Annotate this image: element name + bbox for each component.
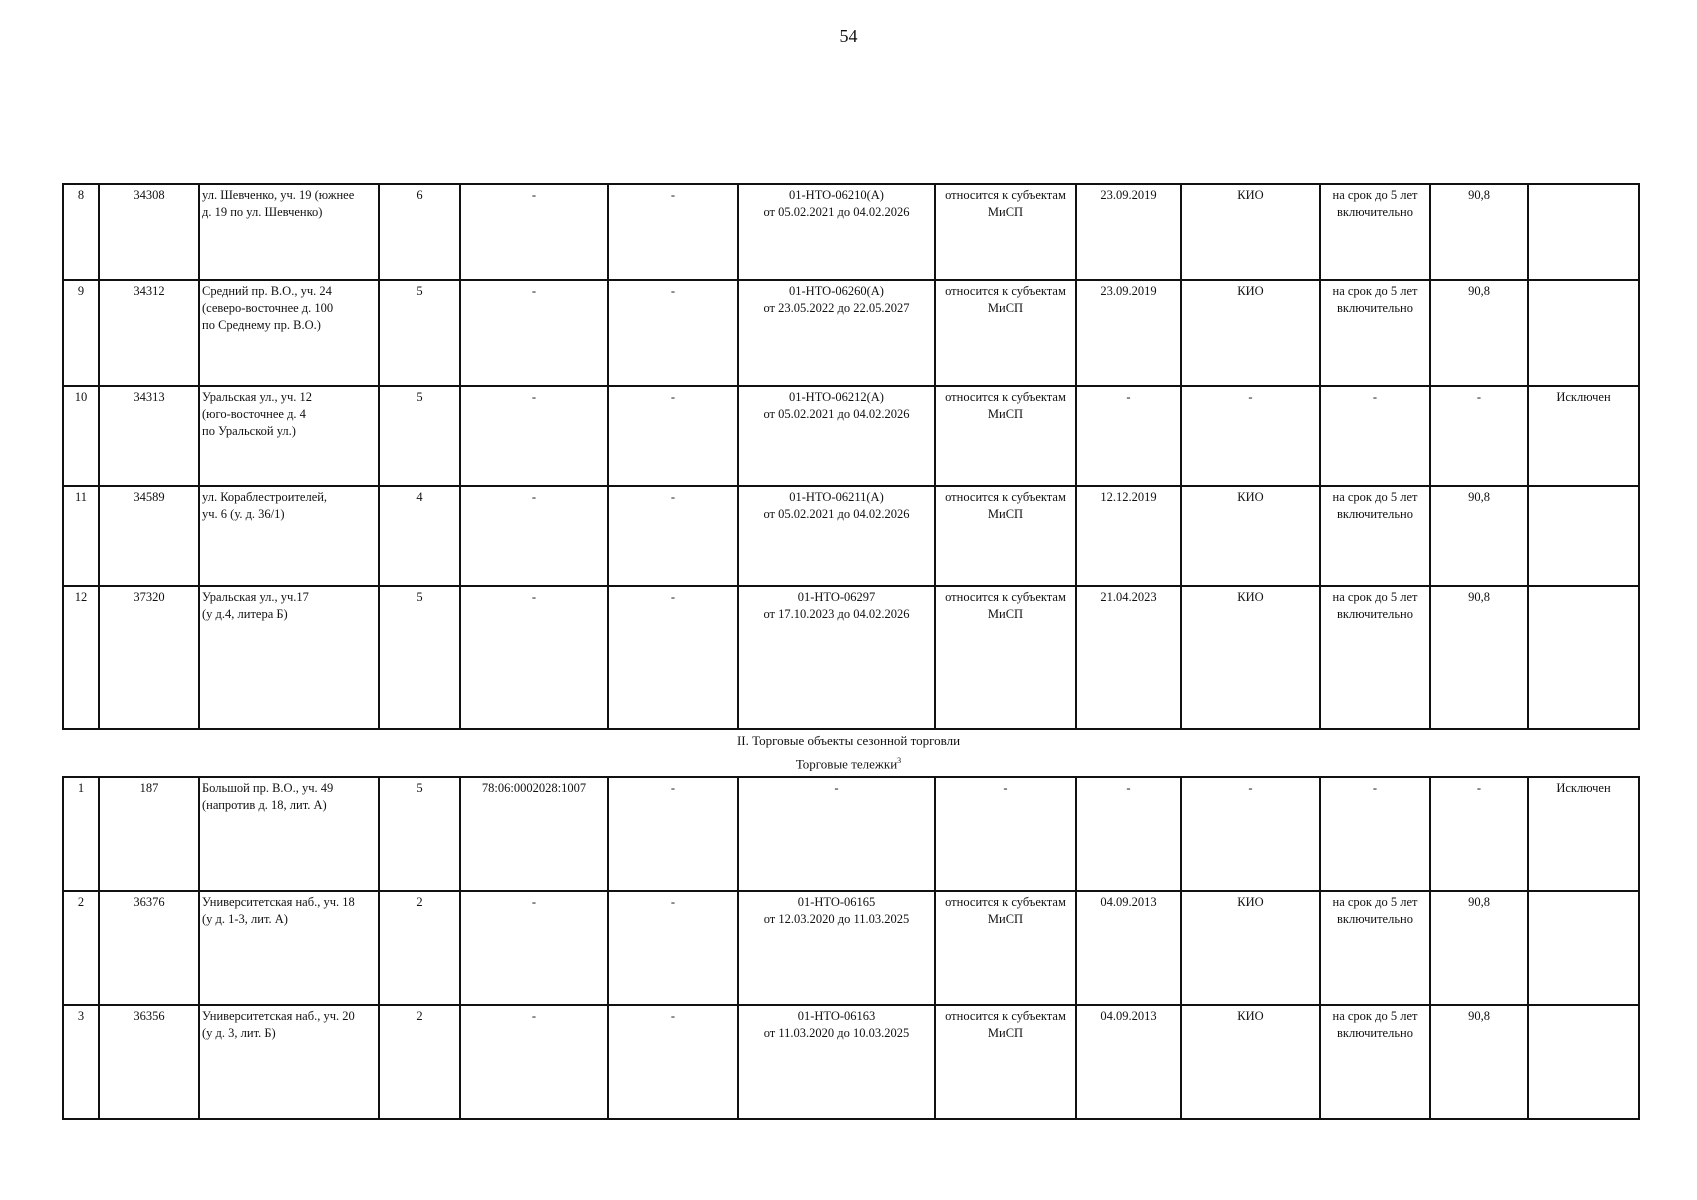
cell-line: - bbox=[670, 590, 676, 604]
footnote-marker: 3 bbox=[897, 756, 902, 765]
cell-line: - bbox=[670, 895, 676, 909]
cell-term bbox=[1320, 1005, 1430, 1119]
cell-line: - bbox=[1248, 781, 1253, 795]
cell-line: - bbox=[531, 490, 537, 504]
cell-column-6 bbox=[608, 386, 738, 486]
cell-row-number bbox=[63, 486, 99, 586]
cell-organ bbox=[1181, 486, 1320, 586]
cell-area bbox=[379, 184, 460, 280]
cell-line: Исключен bbox=[1556, 390, 1611, 404]
cell-line: от 12.03.2020 до 11.03.2025 bbox=[763, 912, 910, 926]
cell-line: - bbox=[1003, 781, 1008, 795]
cell-line: на срок до 5 лет bbox=[1332, 590, 1418, 604]
cell-line: КИО bbox=[1237, 284, 1264, 298]
cell-line: - bbox=[531, 1009, 537, 1023]
cell-line: на срок до 5 лет bbox=[1332, 284, 1418, 298]
cell-line: МиСП bbox=[987, 301, 1024, 315]
cell-line: (юго-восточнее д. 4 bbox=[202, 407, 306, 421]
cell-line: включительно bbox=[1337, 607, 1413, 621]
cell-term bbox=[1320, 586, 1430, 729]
cell-line: 5 bbox=[416, 390, 423, 404]
cell-line: включительно bbox=[1337, 912, 1413, 926]
cell-line: включительно bbox=[1337, 507, 1413, 521]
cell-line: 9 bbox=[77, 284, 85, 298]
cell-line: относится к субъектам bbox=[945, 188, 1066, 202]
cell-area bbox=[379, 586, 460, 729]
cell-row-number bbox=[63, 586, 99, 729]
cell-row-number bbox=[63, 280, 99, 386]
cell-term bbox=[1320, 777, 1430, 891]
cell-term bbox=[1320, 386, 1430, 486]
page-number: 54 bbox=[839, 26, 858, 46]
cell-address bbox=[199, 184, 379, 280]
cell-note bbox=[1528, 386, 1639, 486]
cell-line: 90,8 bbox=[1468, 590, 1490, 604]
cell-line: 78:06:0002028:1007 bbox=[481, 781, 587, 795]
cell-organ bbox=[1181, 184, 1320, 280]
cell-cadastral-number bbox=[460, 586, 608, 729]
cell-line: Большой пр. В.О., уч. 49 bbox=[202, 781, 334, 795]
cell-line: 34313 bbox=[133, 390, 165, 404]
table-row bbox=[63, 586, 1639, 729]
cell-line: 04.09.2013 bbox=[1100, 1009, 1157, 1023]
cell-line: 12 bbox=[74, 590, 88, 604]
cell-line: на срок до 5 лет bbox=[1332, 895, 1418, 909]
table-row bbox=[63, 184, 1639, 280]
cell-line: Университетская наб., уч. 20 bbox=[202, 1009, 355, 1023]
cell-line: 3 bbox=[77, 1009, 85, 1023]
cell-line: КИО bbox=[1237, 490, 1264, 504]
cell-note bbox=[1528, 280, 1639, 386]
cell-line: ул. Шевченко, уч. 19 (южнее bbox=[202, 188, 355, 202]
cell-object-id bbox=[99, 891, 199, 1005]
cell-line: - bbox=[1126, 781, 1131, 795]
cell-column-6 bbox=[608, 184, 738, 280]
cell-line: включительно bbox=[1337, 205, 1413, 219]
cell-line: (северо-восточнее д. 100 bbox=[202, 301, 334, 315]
cell-line: 01-НТО-06297 bbox=[797, 590, 876, 604]
cell-cadastral-number bbox=[460, 184, 608, 280]
cell-line: КИО bbox=[1237, 590, 1264, 604]
cell-line: по Среднему пр. В.О.) bbox=[202, 318, 321, 332]
cell-row-number bbox=[63, 1005, 99, 1119]
cell-contract bbox=[738, 586, 935, 729]
cell-line: д. 19 по ул. Шевченко) bbox=[202, 205, 323, 219]
cell-line: включительно bbox=[1337, 301, 1413, 315]
cell-line: 90,8 bbox=[1468, 284, 1490, 298]
table-row bbox=[63, 386, 1639, 486]
cell-line: - bbox=[670, 390, 676, 404]
cell-code bbox=[1430, 1005, 1528, 1119]
cell-line: - bbox=[1476, 781, 1482, 795]
cell-column-6 bbox=[608, 280, 738, 386]
cell-area bbox=[379, 891, 460, 1005]
cell-line: 01-НТО-06211(А) bbox=[789, 490, 884, 504]
cell-line: - bbox=[670, 490, 676, 504]
cell-address bbox=[199, 280, 379, 386]
cell-term bbox=[1320, 280, 1430, 386]
cell-line: - bbox=[670, 284, 676, 298]
cell-code bbox=[1430, 777, 1528, 891]
cell-smsp-status bbox=[935, 280, 1076, 386]
cell-line: относится к субъектам bbox=[945, 390, 1066, 404]
table-row bbox=[63, 1005, 1639, 1119]
cell-organ bbox=[1181, 280, 1320, 386]
cell-address bbox=[199, 586, 379, 729]
cell-line: 1 bbox=[77, 781, 85, 795]
table-row bbox=[63, 486, 1639, 586]
cell-area bbox=[379, 280, 460, 386]
cell-contract bbox=[738, 891, 935, 1005]
cell-date bbox=[1076, 891, 1181, 1005]
cell-code bbox=[1430, 386, 1528, 486]
cell-line: 21.04.2023 bbox=[1100, 590, 1157, 604]
cell-line: 01-НТО-06163 bbox=[797, 1009, 876, 1023]
cell-column-6 bbox=[608, 777, 738, 891]
cell-line: от 11.03.2020 до 10.03.2025 bbox=[763, 1026, 910, 1040]
cell-line: 187 bbox=[139, 781, 159, 795]
cell-line: МиСП bbox=[987, 507, 1024, 521]
cell-line: - bbox=[1248, 390, 1253, 404]
cell-note bbox=[1528, 1005, 1639, 1119]
cell-cadastral-number bbox=[460, 280, 608, 386]
cell-line: (у д. 3, лит. Б) bbox=[202, 1026, 276, 1040]
cell-line: КИО bbox=[1237, 188, 1264, 202]
cell-line: - bbox=[531, 188, 537, 202]
cell-smsp-status bbox=[935, 1005, 1076, 1119]
cell-smsp-status bbox=[935, 891, 1076, 1005]
cell-column-6 bbox=[608, 891, 738, 1005]
cell-line: - bbox=[834, 781, 839, 795]
cell-address bbox=[199, 777, 379, 891]
cell-line: - bbox=[670, 781, 676, 795]
cell-line: (у д.4, литера Б) bbox=[202, 607, 288, 621]
cell-term bbox=[1320, 486, 1430, 586]
cell-note bbox=[1528, 777, 1639, 891]
cell-line: 23.09.2019 bbox=[1100, 284, 1157, 298]
cell-line: (напротив д. 18, лит. А) bbox=[202, 798, 327, 812]
cell-line: 5 bbox=[416, 284, 423, 298]
cell-line: - bbox=[1476, 390, 1482, 404]
cell-line: относится к субъектам bbox=[945, 1009, 1066, 1023]
cell-line: - bbox=[1372, 390, 1378, 404]
cell-contract bbox=[738, 386, 935, 486]
cell-line: КИО bbox=[1237, 1009, 1264, 1023]
cell-term bbox=[1320, 184, 1430, 280]
cell-code bbox=[1430, 280, 1528, 386]
cell-contract bbox=[738, 184, 935, 280]
cell-address bbox=[199, 891, 379, 1005]
cell-note bbox=[1528, 586, 1639, 729]
cell-line: Средний пр. В.О., уч. 24 bbox=[202, 284, 332, 298]
cell-smsp-status bbox=[935, 777, 1076, 891]
cell-object-id bbox=[99, 184, 199, 280]
cell-organ bbox=[1181, 386, 1320, 486]
cell-line: относится к субъектам bbox=[945, 284, 1066, 298]
cell-date bbox=[1076, 1005, 1181, 1119]
cell-date bbox=[1076, 486, 1181, 586]
cell-address bbox=[199, 386, 379, 486]
cell-organ bbox=[1181, 891, 1320, 1005]
cell-line: 23.09.2019 bbox=[1100, 188, 1157, 202]
cell-line: от 05.02.2021 до 04.02.2026 bbox=[763, 407, 910, 421]
cell-contract bbox=[738, 280, 935, 386]
cell-line: КИО bbox=[1237, 895, 1264, 909]
cell-object-id bbox=[99, 586, 199, 729]
cell-line: 2 bbox=[416, 895, 423, 909]
cell-smsp-status bbox=[935, 184, 1076, 280]
cell-line: - bbox=[531, 590, 537, 604]
cell-line: 2 bbox=[416, 1009, 423, 1023]
table-row bbox=[63, 891, 1639, 1005]
cell-line: 04.09.2013 bbox=[1100, 895, 1157, 909]
cell-contract bbox=[738, 1005, 935, 1119]
cell-line: от 05.02.2021 до 04.02.2026 bbox=[763, 205, 910, 219]
cell-line: 5 bbox=[416, 590, 423, 604]
cell-cadastral-number bbox=[460, 777, 608, 891]
cell-code bbox=[1430, 486, 1528, 586]
cell-cadastral-number bbox=[460, 386, 608, 486]
cell-address bbox=[199, 1005, 379, 1119]
cell-line: 34312 bbox=[133, 284, 165, 298]
cell-date bbox=[1076, 386, 1181, 486]
cell-line: МиСП bbox=[987, 912, 1024, 926]
cell-cadastral-number bbox=[460, 1005, 608, 1119]
cell-object-id bbox=[99, 1005, 199, 1119]
cell-column-6 bbox=[608, 1005, 738, 1119]
cell-row-number bbox=[63, 891, 99, 1005]
cell-contract bbox=[738, 486, 935, 586]
cell-area bbox=[379, 386, 460, 486]
cell-line: - bbox=[531, 390, 537, 404]
cell-date bbox=[1076, 777, 1181, 891]
cell-line: 5 bbox=[416, 781, 423, 795]
cell-line: Уральская ул., уч.17 bbox=[202, 590, 309, 604]
cell-line: 2 bbox=[77, 895, 85, 909]
cell-line: 34589 bbox=[133, 490, 165, 504]
cell-object-id bbox=[99, 777, 199, 891]
cell-term bbox=[1320, 891, 1430, 1005]
cell-line: Уральская ул., уч. 12 bbox=[202, 390, 313, 404]
cell-row-number bbox=[63, 184, 99, 280]
cell-line: 90,8 bbox=[1468, 188, 1490, 202]
cell-line: уч. 6 (у. д. 36/1) bbox=[202, 507, 285, 521]
cell-code bbox=[1430, 586, 1528, 729]
table-1-body bbox=[63, 184, 1639, 729]
cell-line: от 17.10.2023 до 04.02.2026 bbox=[763, 607, 910, 621]
cell-note bbox=[1528, 891, 1639, 1005]
cell-line: на срок до 5 лет bbox=[1332, 1009, 1418, 1023]
cell-line: 90,8 bbox=[1468, 895, 1490, 909]
cell-row-number bbox=[63, 386, 99, 486]
table-row bbox=[63, 777, 1639, 891]
cell-line: - bbox=[670, 1009, 676, 1023]
cell-smsp-status bbox=[935, 386, 1076, 486]
cell-smsp-status bbox=[935, 486, 1076, 586]
cell-date bbox=[1076, 280, 1181, 386]
cell-line: 37320 bbox=[133, 590, 165, 604]
cell-line: на срок до 5 лет bbox=[1332, 188, 1418, 202]
cell-line: 90,8 bbox=[1468, 490, 1490, 504]
cell-line: ул. Кораблестроителей, bbox=[202, 490, 328, 504]
cell-line: 01-НТО-06210(А) bbox=[789, 188, 884, 202]
cell-organ bbox=[1181, 586, 1320, 729]
cell-area bbox=[379, 486, 460, 586]
cell-code bbox=[1430, 891, 1528, 1005]
subsection-title bbox=[0, 756, 1697, 772]
cell-line: 11 bbox=[74, 490, 88, 504]
cell-date bbox=[1076, 586, 1181, 729]
cell-line: - bbox=[1372, 781, 1378, 795]
cell-organ bbox=[1181, 1005, 1320, 1119]
cell-date bbox=[1076, 184, 1181, 280]
cell-note bbox=[1528, 184, 1639, 280]
cell-line: - bbox=[670, 188, 676, 202]
cell-line: - bbox=[531, 284, 537, 298]
cell-line: МиСП bbox=[987, 205, 1024, 219]
cell-line: Университетская наб., уч. 18 bbox=[202, 895, 355, 909]
cell-line: относится к субъектам bbox=[945, 895, 1066, 909]
cell-line: от 05.02.2021 до 04.02.2026 bbox=[763, 507, 910, 521]
table-2-body bbox=[63, 777, 1639, 1119]
cell-area bbox=[379, 1005, 460, 1119]
cell-line: относится к субъектам bbox=[945, 490, 1066, 504]
cell-line: Исключен bbox=[1556, 781, 1611, 795]
cell-line: 10 bbox=[74, 390, 88, 404]
cell-column-6 bbox=[608, 486, 738, 586]
cell-line: включительно bbox=[1337, 1026, 1413, 1040]
cell-object-id bbox=[99, 486, 199, 586]
cell-row-number bbox=[63, 777, 99, 891]
cell-cadastral-number bbox=[460, 486, 608, 586]
cell-column-6 bbox=[608, 586, 738, 729]
cell-line: 8 bbox=[77, 188, 85, 202]
cell-line: относится к субъектам bbox=[945, 590, 1066, 604]
cell-line: (у д. 1-3, лит. А) bbox=[202, 912, 288, 926]
cell-organ bbox=[1181, 777, 1320, 891]
cell-line: - bbox=[1126, 390, 1131, 404]
cell-line: МиСП bbox=[987, 1026, 1024, 1040]
cell-line: 34308 bbox=[133, 188, 165, 202]
cell-note bbox=[1528, 486, 1639, 586]
cell-address bbox=[199, 486, 379, 586]
cell-line: 6 bbox=[416, 188, 423, 202]
cell-line: 01-НТО-06212(А) bbox=[789, 390, 884, 404]
cell-line: 36376 bbox=[133, 895, 165, 909]
cell-line: 36356 bbox=[133, 1009, 165, 1023]
cell-line: МиСП bbox=[987, 407, 1024, 421]
cell-area bbox=[379, 777, 460, 891]
cell-line: на срок до 5 лет bbox=[1332, 490, 1418, 504]
cell-contract bbox=[738, 777, 935, 891]
cell-object-id bbox=[99, 386, 199, 486]
subsection-title-text: Торговые тележки bbox=[795, 756, 898, 772]
cell-line: МиСП bbox=[987, 607, 1024, 621]
cell-line: по Уральской ул.) bbox=[202, 424, 296, 438]
cell-smsp-status bbox=[935, 586, 1076, 729]
cell-line: 12.12.2019 bbox=[1100, 490, 1157, 504]
cell-line: 01-НТО-06165 bbox=[797, 895, 876, 909]
objects-table-1 bbox=[62, 183, 1640, 730]
cell-line: - bbox=[531, 895, 537, 909]
cell-code bbox=[1430, 184, 1528, 280]
cell-cadastral-number bbox=[460, 891, 608, 1005]
cell-line: от 23.05.2022 до 22.05.2027 bbox=[763, 301, 910, 315]
cell-object-id bbox=[99, 280, 199, 386]
objects-table-2 bbox=[62, 776, 1640, 1120]
cell-line: 01-НТО-06260(А) bbox=[789, 284, 884, 298]
table-row bbox=[63, 280, 1639, 386]
cell-line: 90,8 bbox=[1468, 1009, 1490, 1023]
section-title: II. Торговые объекты сезонной торговли bbox=[736, 733, 961, 748]
cell-line: 4 bbox=[416, 490, 423, 504]
